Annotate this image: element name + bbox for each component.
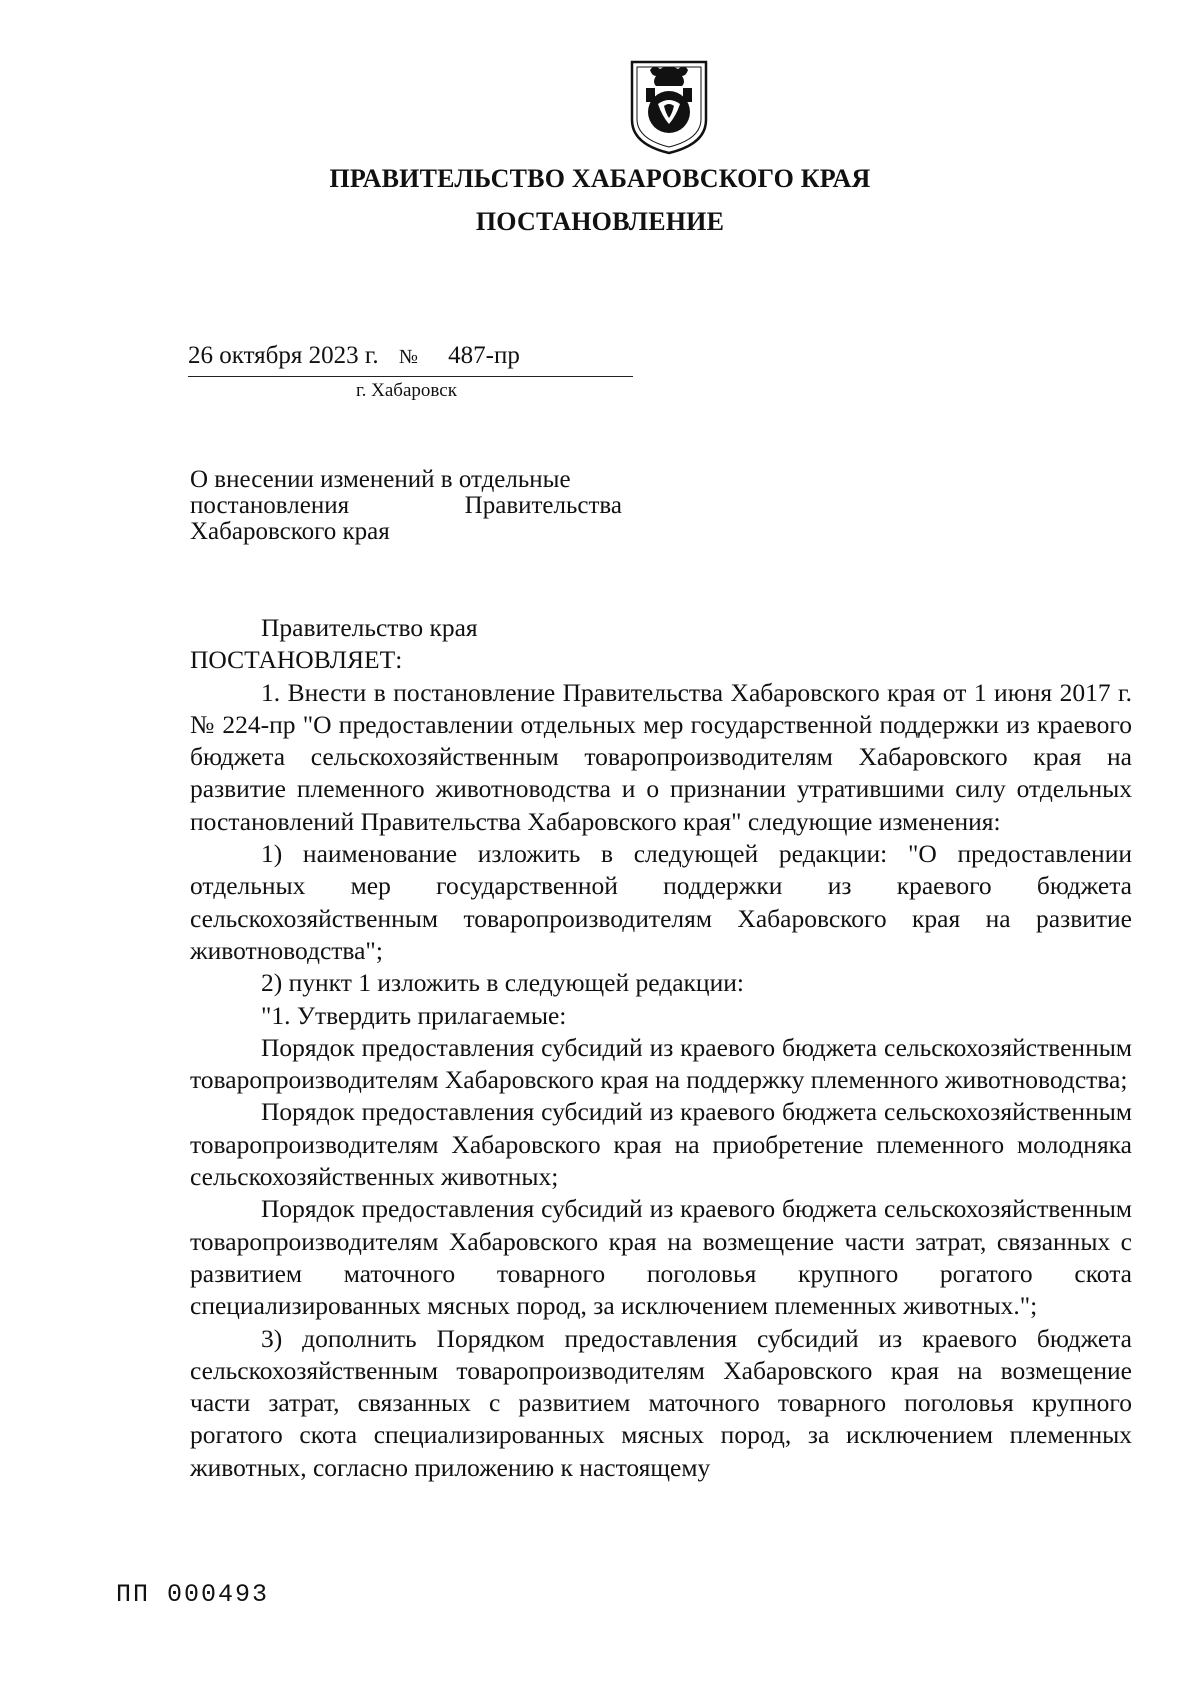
document-body [190, 612, 1132, 1484]
organization-title: ПРАВИТЕЛЬСТВО ХАБАРОВСКОГО КРАЯ [329, 164, 871, 193]
subject-line: Хабаровского края [190, 518, 390, 545]
body-paragraph: Порядок предоставления субсидий из краевого бюджета сельскохозяйственным товаропроизводителям Хабаровского края на приобретение племенного молодняка сельскохозяйственных животных; [190, 1097, 1132, 1192]
body-paragraph: 1) наименование изложить в следующей редакции: "О предоставлении отдельных мер государственной поддержки из краевого бюджета сельскохозяйственным товаропроизводителям Хабаровского края на развитие животноводства"; [190, 839, 1132, 965]
document-city: г. Хабаровск [356, 380, 457, 401]
number-sign: № [398, 346, 418, 368]
body-paragraph: Порядок предоставления субсидий из краевого бюджета сельскохозяйственным товаропроизводителям Хабаровского края на возмещение части затрат, связанных с развитием маточного товарного поголовья крупного рогатого скота специализированных мясных пород, за исключением племенных животных."; [190, 1194, 1132, 1321]
coat-of-arms-icon [628, 58, 710, 156]
body-paragraph: "1. Утвердить прилагаемые: [261, 1000, 567, 1030]
subject-line: О внесении изменений в отдельные [190, 466, 571, 493]
document-number: 487-пр [448, 342, 520, 369]
document-subject [190, 467, 622, 545]
form-code: ПП 000493 [116, 1580, 270, 1609]
body-paragraph: ПОСТАНОВЛЯЕТ: [190, 645, 403, 675]
document-date: 26 октября 2023 г. [188, 342, 379, 369]
body-paragraph: 1. Внести в постановление Правительства Хабаровского края от 1 июня 2017 г. № 224-пр "О предоставлении отдельных мер государственной поддержки из краевого бюджета сельскохозяйственным товаропроизводителям Хабаровского края на развитие племенного животноводства и о признании утратившими силу отдельных постановлений Правительства Хабаровского края" следующие изменения: [190, 677, 1132, 836]
registration-line [188, 342, 520, 370]
body-paragraph: 2) пункт 1 изложить в следующей редакции: [261, 968, 744, 998]
subject-line: постановления Правительства [190, 492, 622, 519]
body-paragraph: Порядок предоставления субсидий из краевого бюджета сельскохозяйственным товаропроизводителям Хабаровского края на поддержку племенного животноводства; [190, 1032, 1132, 1095]
registration-underline [188, 376, 633, 377]
document-type: ПОСТАНОВЛЕНИЕ [475, 207, 725, 236]
body-paragraph: 3) дополнить Порядком предоставления субсидий из краевого бюджета сельскохозяйственным товаропроизводителям Хабаровского края на возмещение части затрат, связанных с развитием маточного товарного поголовья крупного рогатого скота специализированных мясных пород, за исключением племенных животных, согласно приложению к настоящему [190, 1323, 1132, 1482]
body-paragraph: Правительство края [261, 613, 478, 642]
